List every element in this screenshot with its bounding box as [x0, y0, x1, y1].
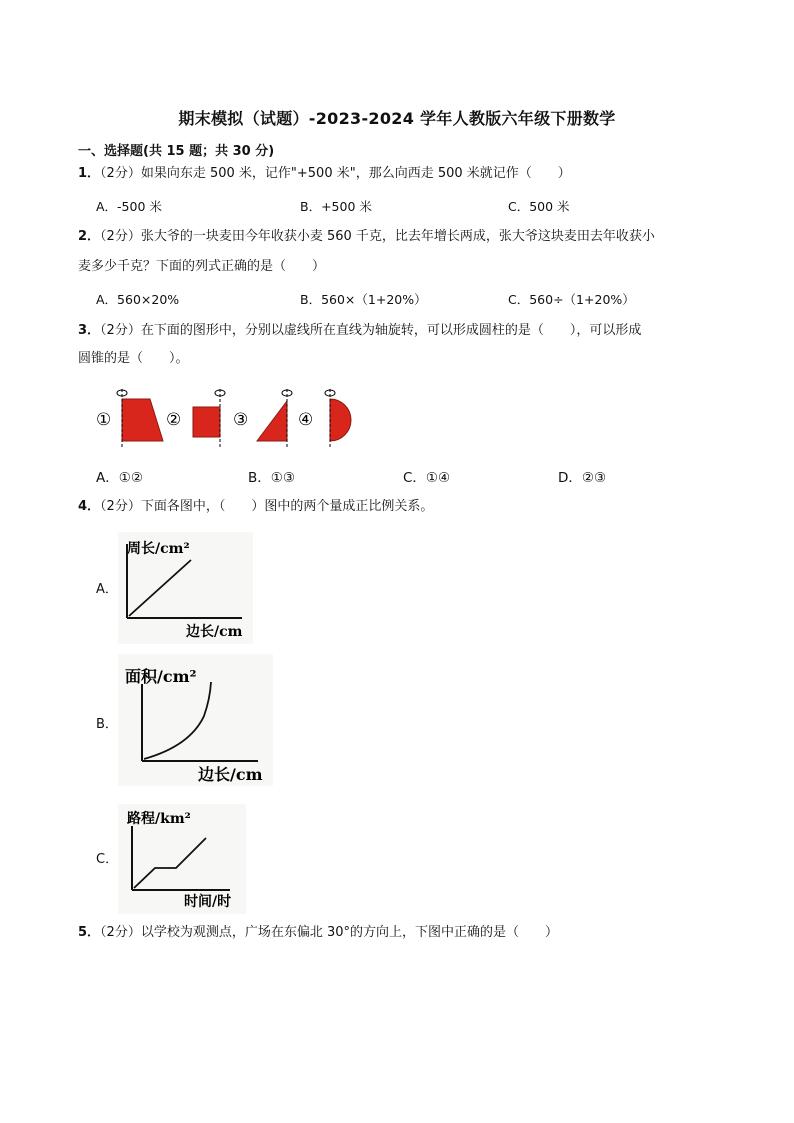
figure-label-3: ③ — [233, 410, 249, 430]
question-stem: 如果向东走 500 米，记作"+500 米"，那么向西走 500 米就记作（ ） — [140, 166, 571, 181]
graph-c — [118, 804, 246, 914]
question-score: （2分） — [100, 499, 141, 514]
graph-a-ylabel: 周长/cm² — [127, 541, 190, 557]
figure-label-4: ④ — [298, 410, 314, 430]
question-number: 4． — [78, 499, 101, 514]
question-stem: 下面各图中，（ ）图中的两个量成正比例关系。 — [140, 499, 434, 514]
question-3 — [78, 318, 641, 344]
q3-option-a: A．①② — [96, 470, 143, 486]
question-number: 3． — [78, 323, 101, 338]
q3-option-b: B．①③ — [248, 470, 295, 486]
question-score: （2分） — [100, 229, 141, 244]
q3-option-c: C．①④ — [403, 470, 451, 486]
q2-option-a: A．560×20% — [96, 292, 180, 307]
q3-stem-line-2: 圆锥的是（ ）。 — [78, 351, 189, 366]
graph-a-letter: A． — [96, 582, 118, 597]
square-shape — [193, 389, 225, 447]
section-heading: 一、选择题(共 15 题；共 30 分) — [78, 144, 275, 159]
question-number: 5． — [78, 925, 101, 940]
question-5 — [78, 920, 558, 946]
graph-c-letter: C． — [96, 852, 119, 867]
rotation-figures — [90, 385, 370, 450]
q2-option-c: C．560÷（1+20%） — [508, 292, 635, 307]
trapezoid-shape — [117, 389, 163, 447]
question-score: （2分） — [100, 323, 141, 338]
q2-option-b: B．560×（1+20%） — [300, 292, 427, 307]
question-1 — [78, 161, 571, 187]
question-stem-line-1: 在下面的图形中，分别以虚线所在直线为轴旋转，可以形成圆柱的是（ ），可以形成 — [140, 323, 642, 338]
page-title: 期末模拟（试题）-2023-2024 学年人教版六年级下册数学 — [178, 109, 616, 128]
question-score: （2分） — [100, 166, 141, 181]
question-2 — [78, 224, 655, 250]
question-stem: 以学校为观测点，广场在东偏北 30°的方向上，下图中正确的是（ ） — [140, 925, 559, 940]
graph-c-ylabel: 路程/km² — [127, 811, 191, 827]
semicircle-shape — [325, 389, 351, 447]
graph-a — [118, 532, 253, 644]
question-number: 1． — [78, 166, 101, 181]
figure-label-2: ② — [166, 410, 182, 430]
q1-option-b: B．+500 米 — [300, 199, 372, 214]
q1-option-a: A．-500 米 — [96, 199, 162, 214]
figure-label-1: ① — [96, 410, 112, 430]
q1-option-c: C．500 米 — [508, 199, 570, 214]
graph-b-letter: B． — [96, 717, 118, 732]
question-score: （2分） — [100, 925, 141, 940]
question-number: 2． — [78, 229, 101, 244]
question-4 — [78, 494, 433, 520]
q3-option-d: D．②③ — [558, 470, 607, 486]
graph-c-xlabel: 时间/时 — [184, 894, 232, 910]
graph-b — [118, 654, 273, 786]
graph-b-ylabel: 面积/cm² — [125, 667, 197, 686]
graph-a-xlabel: 边长/cm — [186, 624, 243, 640]
q2-stem-line-2: 麦多少千克？下面的列式正确的是（ ） — [78, 259, 326, 274]
question-stem-line-1: 张大爷的一块麦田今年收获小麦 560 千克，比去年增长两成，张大爷这块麦田去年收获小 — [140, 229, 655, 244]
triangle-shape — [257, 389, 292, 447]
graph-b-xlabel: 边长/cm — [198, 765, 263, 784]
